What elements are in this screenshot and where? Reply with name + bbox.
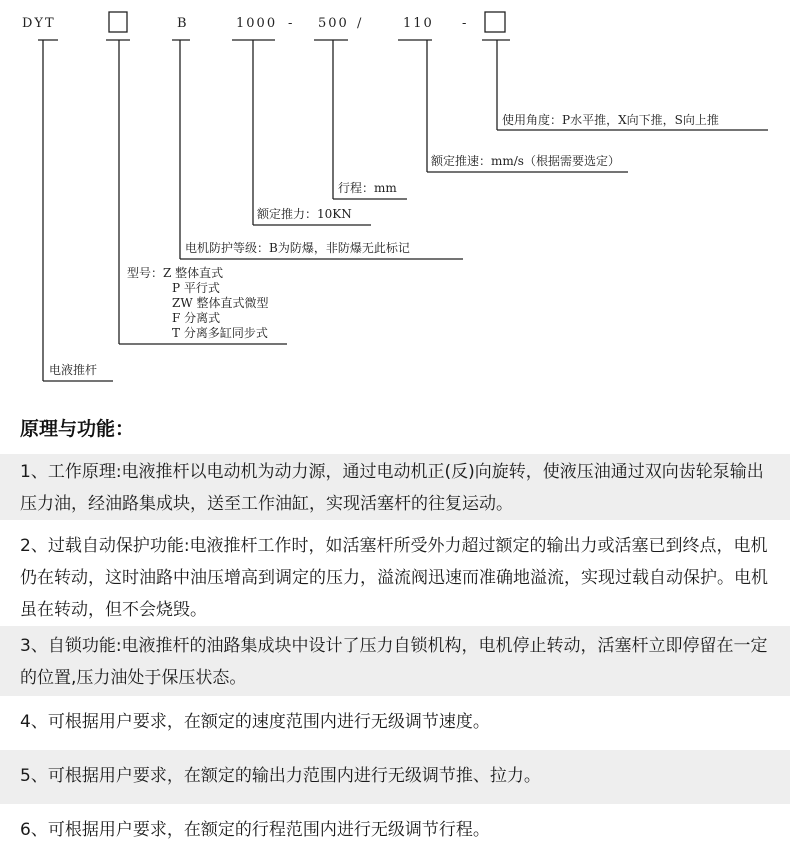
function-item-stroke-adjust: 6、可根据用户要求，在额定的行程范围内进行无级调节行程。 <box>20 820 490 840</box>
label-model-zw: ZW 整体直式微型 <box>172 296 269 310</box>
code-500: 500 <box>318 16 349 31</box>
code-dash-2: - <box>462 16 469 31</box>
function-item-force-adjust: 5、可根据用户要求，在额定的输出力范围内进行无级调节推、拉力。 <box>0 750 790 804</box>
model-code-diagram <box>0 0 790 400</box>
label-stroke: 行程：mm <box>338 181 397 195</box>
label-model-p: P 平行式 <box>172 281 220 295</box>
label-motor-protection: 电机防护等级：B为防爆，非防爆无此标记 <box>185 241 410 255</box>
function-item-self-lock: 3、自锁功能:电液推杆的油路集成块中设计了压力自锁机构，电机停止转动，活塞杆立即停留在一定的位置,压力油处于保压状态。 <box>0 626 790 696</box>
code-dash-1: - <box>288 16 295 31</box>
function-list <box>0 454 790 856</box>
code-slash: / <box>357 16 364 31</box>
label-model-t: T 分离多缸同步式 <box>172 326 268 340</box>
label-rated-speed: 额定推速：mm/s（根据需要选定） <box>431 154 620 168</box>
section-title: 原理与功能： <box>20 418 135 440</box>
label-model-z: 型号：Z 整体直式 <box>127 266 224 280</box>
label-product: 电液推杆 <box>49 363 98 377</box>
label-rated-force: 额定推力：10KN <box>257 207 352 221</box>
label-use-angle: 使用角度：P水平推，X向下推，S向上推 <box>502 113 719 127</box>
function-item-speed-adjust: 4、可根据用户要求，在额定的速度范围内进行无级调节速度。 <box>20 712 490 732</box>
code-1000: 1000 <box>236 16 278 31</box>
code-dyt: DYT <box>22 16 56 31</box>
code-box-2 <box>485 12 505 32</box>
code-b: B <box>177 16 189 31</box>
code-110: 110 <box>403 16 434 31</box>
function-item-working-principle: 1、工作原理:电液推杆以电动机为动力源，通过电动机正(反)向旋转，使液压油通过双向齿轮泵输出压力油，经油路集成块，送至工作油缸，实现活塞杆的往复运动。 <box>0 454 790 520</box>
function-item-overload-protection: 2、过载自动保护功能:电液推杆工作时，如活塞杆所受外力超过额定的输出力或活塞已到终点，电机仍在转动，这时油路中油压增高到调定的压力，溢流阀迅速而准确地溢流，实现过载自动保护。电机虽在转动，但不会烧毁。 <box>20 536 768 620</box>
code-box-1 <box>109 12 127 32</box>
label-model-f: F 分离式 <box>172 311 221 325</box>
